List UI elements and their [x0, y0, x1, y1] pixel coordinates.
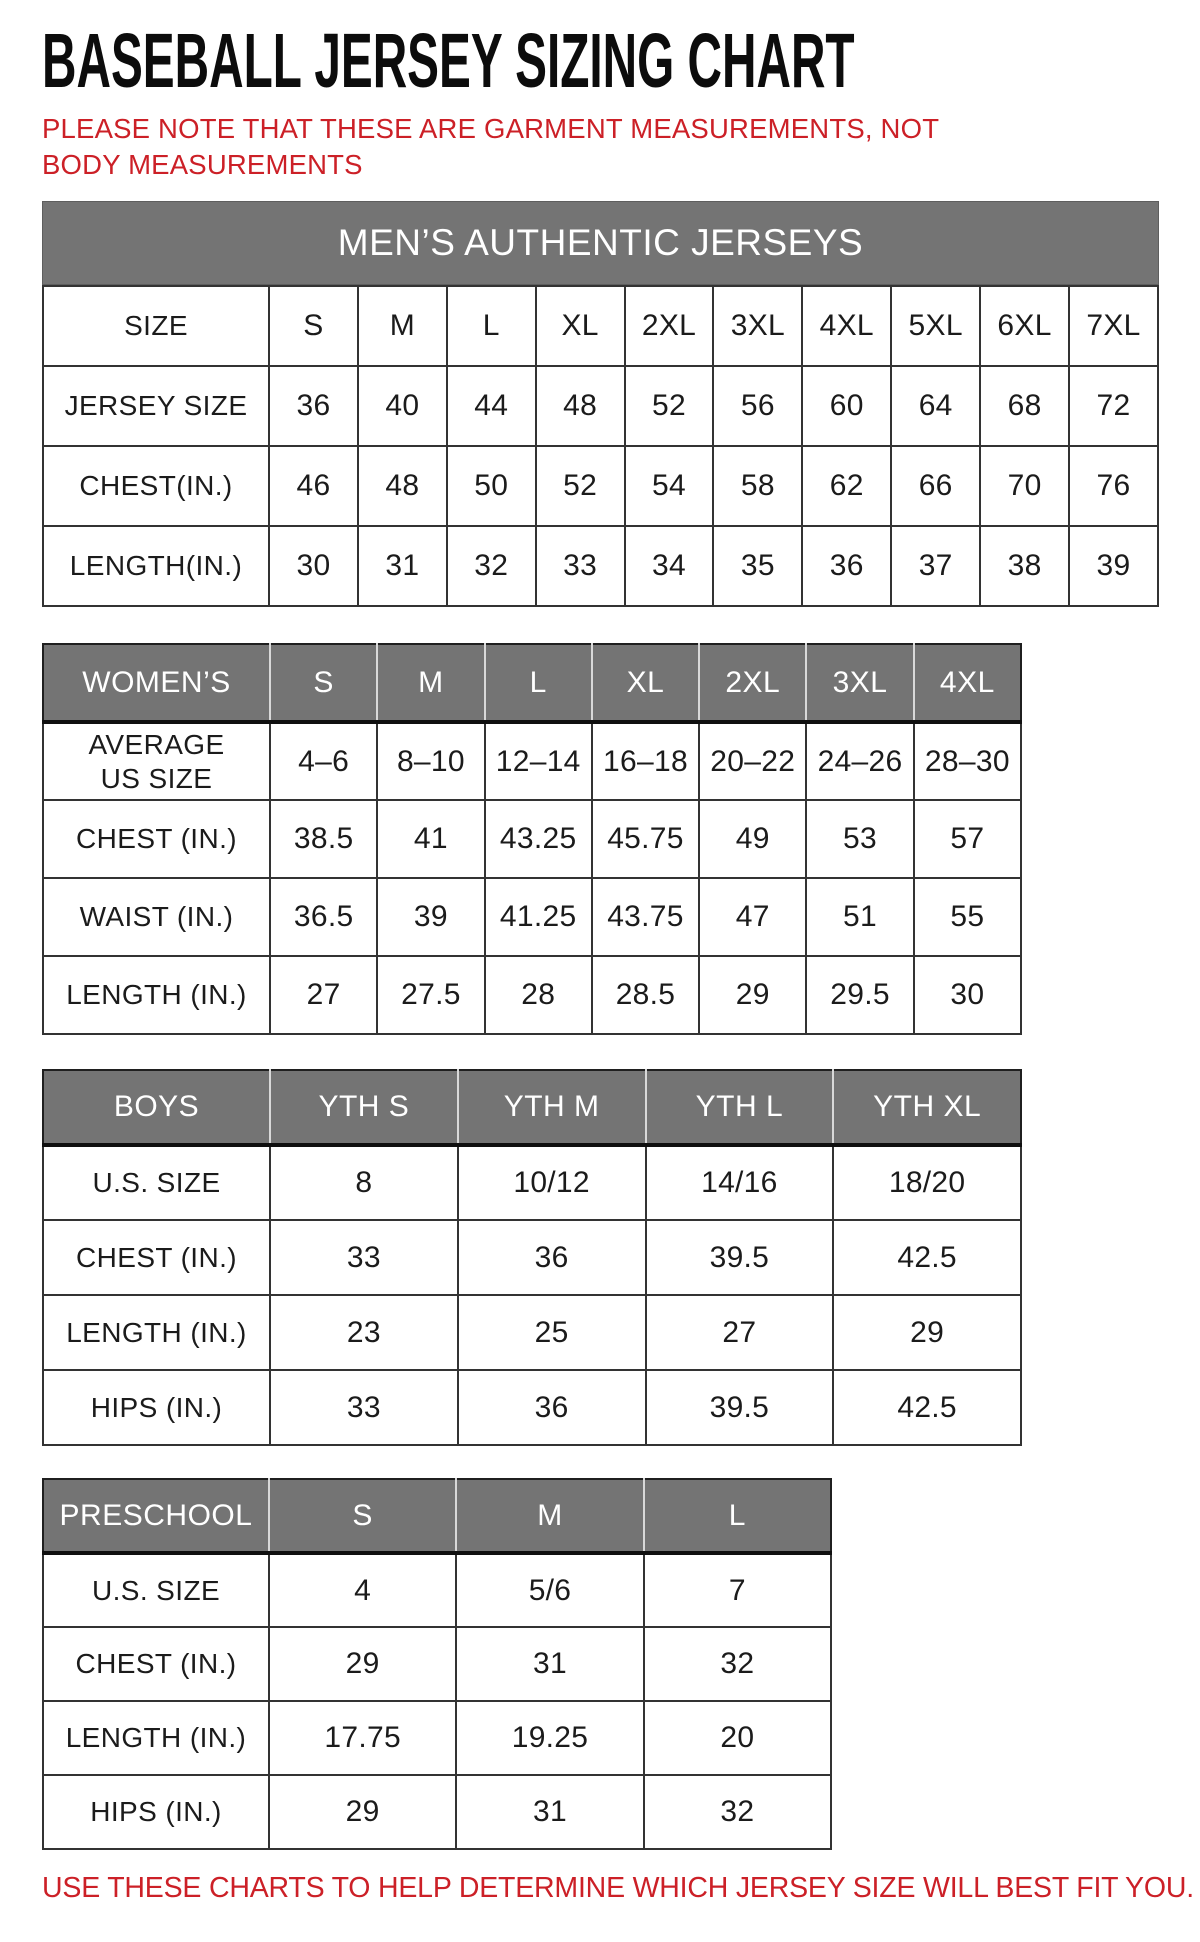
value-cell: 28 [485, 956, 592, 1034]
value-cell: 36 [458, 1370, 646, 1445]
value-cell: 70 [980, 446, 1069, 526]
value-cell: 29 [269, 1775, 456, 1849]
preschool-row-3 [43, 1775, 831, 1849]
womens-row-1 [43, 800, 1021, 878]
value-cell: 52 [625, 366, 714, 446]
value-cell: 36 [269, 366, 358, 446]
value-cell: 36 [802, 526, 891, 606]
value-cell: 39 [1069, 526, 1158, 606]
value-cell: 56 [713, 366, 802, 446]
value-cell: 6XL [980, 286, 1069, 366]
womens-row-0 [43, 722, 1021, 800]
value-cell: 4XL [802, 286, 891, 366]
value-cell: S [269, 286, 358, 366]
value-cell: 48 [536, 366, 625, 446]
row-label-cell: CHEST (IN.) [43, 1627, 269, 1701]
value-cell: 40 [358, 366, 447, 446]
value-cell: 76 [1069, 446, 1158, 526]
value-cell: 32 [644, 1627, 831, 1701]
row-label-cell: U.S. SIZE [43, 1553, 269, 1627]
value-cell: 54 [625, 446, 714, 526]
page-title-text: BASEBALL JERSEY SIZING CHART [42, 18, 855, 104]
preschool-header-row [43, 1479, 831, 1553]
row-label-cell: U.S. SIZE [43, 1145, 270, 1220]
value-cell: 52 [536, 446, 625, 526]
value-cell: 3XL [713, 286, 802, 366]
value-cell: 31 [358, 526, 447, 606]
size-header-cell: 2XL [699, 644, 806, 722]
value-cell: 29 [699, 956, 806, 1034]
row-label-cell [43, 722, 270, 800]
value-cell: 17.75 [269, 1701, 456, 1775]
mens-row-2 [43, 446, 1158, 526]
value-cell: 36 [458, 1220, 646, 1295]
mens-section-banner: MEN’S AUTHENTIC JERSEYS [42, 201, 1159, 285]
value-cell: 43.25 [485, 800, 592, 878]
size-header-cell: L [485, 644, 592, 722]
value-cell: 46 [269, 446, 358, 526]
value-cell: 25 [458, 1295, 646, 1370]
value-cell: 29 [833, 1295, 1021, 1370]
womens-header-row [43, 644, 1021, 722]
value-cell: 28–30 [914, 722, 1021, 800]
row-label-cell: WAIST (IN.) [43, 878, 270, 956]
value-cell: 38.5 [270, 800, 377, 878]
womens-header-label: WOMEN’S [43, 644, 270, 722]
value-cell: 37 [891, 526, 980, 606]
preschool-row-0 [43, 1553, 831, 1627]
value-cell: 5XL [891, 286, 980, 366]
boys-row-3 [43, 1370, 1021, 1445]
size-header-cell: YTH M [458, 1070, 646, 1145]
boys-sizing-table-container [42, 1069, 1159, 1446]
size-header-cell: YTH S [270, 1070, 458, 1145]
value-cell: 38 [980, 526, 1069, 606]
value-cell: M [358, 286, 447, 366]
value-cell: 29 [269, 1627, 456, 1701]
value-cell: 12–14 [485, 722, 592, 800]
mens-row-0 [43, 286, 1158, 366]
value-cell: 10/12 [458, 1145, 646, 1220]
value-cell: 7 [644, 1553, 831, 1627]
size-header-cell: XL [592, 644, 699, 722]
row-label-cell: SIZE [43, 286, 269, 366]
value-cell: 27.5 [377, 956, 484, 1034]
value-cell: 30 [914, 956, 1021, 1034]
preschool-row-1 [43, 1627, 831, 1701]
value-cell: 5/6 [456, 1553, 643, 1627]
size-header-cell: YTH L [646, 1070, 834, 1145]
value-cell: 36.5 [270, 878, 377, 956]
value-cell: 41.25 [485, 878, 592, 956]
row-label-cell: HIPS (IN.) [43, 1775, 269, 1849]
value-cell: 23 [270, 1295, 458, 1370]
value-cell: 48 [358, 446, 447, 526]
value-cell: 50 [447, 446, 536, 526]
value-cell: 62 [802, 446, 891, 526]
size-header-cell: YTH XL [833, 1070, 1021, 1145]
value-cell: 39 [377, 878, 484, 956]
mens-sizing-table-container [42, 285, 1159, 607]
value-cell: 33 [536, 526, 625, 606]
row-label-line: US SIZE [100, 762, 213, 794]
womens-row-3 [43, 956, 1021, 1034]
value-cell: 33 [270, 1370, 458, 1445]
boys-row-1 [43, 1220, 1021, 1295]
value-cell: 34 [625, 526, 714, 606]
value-cell: 60 [802, 366, 891, 446]
row-label-cell: JERSEY SIZE [43, 366, 269, 446]
preschool-header-label: PRESCHOOL [43, 1479, 269, 1553]
page-title [42, 0, 1159, 104]
row-label-line: AVERAGE [88, 728, 225, 760]
value-cell: 8 [270, 1145, 458, 1220]
value-cell: 47 [699, 878, 806, 956]
preschool-sizing-table [42, 1478, 832, 1850]
value-cell: 51 [806, 878, 913, 956]
boys-sizing-table [42, 1069, 1022, 1446]
mens-row-1 [43, 366, 1158, 446]
size-header-cell: L [644, 1479, 831, 1553]
value-cell: 31 [456, 1627, 643, 1701]
size-header-cell: M [377, 644, 484, 722]
value-cell: 72 [1069, 366, 1158, 446]
value-cell: 32 [644, 1775, 831, 1849]
value-cell: 41 [377, 800, 484, 878]
boys-row-0 [43, 1145, 1021, 1220]
value-cell: 20 [644, 1701, 831, 1775]
size-header-cell: 4XL [914, 644, 1021, 722]
garment-measurement-note: PLEASE NOTE THAT THESE ARE GARMENT MEASUREMENTS, NOT BODY MEASUREMENTS [42, 113, 939, 180]
value-cell: 18/20 [833, 1145, 1021, 1220]
value-cell: 19.25 [456, 1701, 643, 1775]
size-header-cell: M [456, 1479, 643, 1553]
row-label-cell: CHEST(IN.) [43, 446, 269, 526]
value-cell: 68 [980, 366, 1069, 446]
value-cell: 2XL [625, 286, 714, 366]
value-cell: 28.5 [592, 956, 699, 1034]
womens-sizing-table [42, 643, 1022, 1035]
row-label-cell: LENGTH (IN.) [43, 956, 270, 1034]
value-cell: 39.5 [646, 1220, 834, 1295]
value-cell: 55 [914, 878, 1021, 956]
value-cell: 8–10 [377, 722, 484, 800]
size-header-cell: S [269, 1479, 456, 1553]
size-header-cell: S [270, 644, 377, 722]
value-cell: 31 [456, 1775, 643, 1849]
value-cell: 57 [914, 800, 1021, 878]
value-cell: 39.5 [646, 1370, 834, 1445]
value-cell: 33 [270, 1220, 458, 1295]
row-label-cell: LENGTH (IN.) [43, 1295, 270, 1370]
value-cell: 64 [891, 366, 980, 446]
value-cell: 45.75 [592, 800, 699, 878]
boys-row-2 [43, 1295, 1021, 1370]
value-cell: 42.5 [833, 1220, 1021, 1295]
womens-row-2 [43, 878, 1021, 956]
row-label-cell: CHEST (IN.) [43, 800, 270, 878]
row-label-cell: LENGTH(IN.) [43, 526, 269, 606]
preschool-sizing-table-container [42, 1478, 1159, 1850]
row-label-cell: CHEST (IN.) [43, 1220, 270, 1295]
womens-sizing-table-container [42, 643, 1159, 1035]
mens-row-3 [43, 526, 1158, 606]
footer-note: USE THESE CHARTS TO HELP DETERMINE WHICH JERSEY SIZE WILL BEST FIT YOU. [42, 1872, 1194, 1904]
value-cell: 20–22 [699, 722, 806, 800]
value-cell: 49 [699, 800, 806, 878]
value-cell: 30 [269, 526, 358, 606]
value-cell: 4 [269, 1553, 456, 1627]
value-cell: 53 [806, 800, 913, 878]
value-cell: L [447, 286, 536, 366]
size-header-cell: 3XL [806, 644, 913, 722]
mens-sizing-table [42, 285, 1159, 607]
value-cell: 66 [891, 446, 980, 526]
value-cell: 44 [447, 366, 536, 446]
value-cell: 4–6 [270, 722, 377, 800]
value-cell: 7XL [1069, 286, 1158, 366]
value-cell: 43.75 [592, 878, 699, 956]
preschool-row-2 [43, 1701, 831, 1775]
value-cell: 14/16 [646, 1145, 834, 1220]
row-label-cell: LENGTH (IN.) [43, 1701, 269, 1775]
row-label-cell: HIPS (IN.) [43, 1370, 270, 1445]
boys-header-label: BOYS [43, 1070, 270, 1145]
value-cell: 16–18 [592, 722, 699, 800]
value-cell: 27 [646, 1295, 834, 1370]
value-cell: XL [536, 286, 625, 366]
value-cell: 27 [270, 956, 377, 1034]
boys-header-row [43, 1070, 1021, 1145]
value-cell: 24–26 [806, 722, 913, 800]
value-cell: 35 [713, 526, 802, 606]
value-cell: 29.5 [806, 956, 913, 1034]
value-cell: 42.5 [833, 1370, 1021, 1445]
value-cell: 58 [713, 446, 802, 526]
value-cell: 32 [447, 526, 536, 606]
